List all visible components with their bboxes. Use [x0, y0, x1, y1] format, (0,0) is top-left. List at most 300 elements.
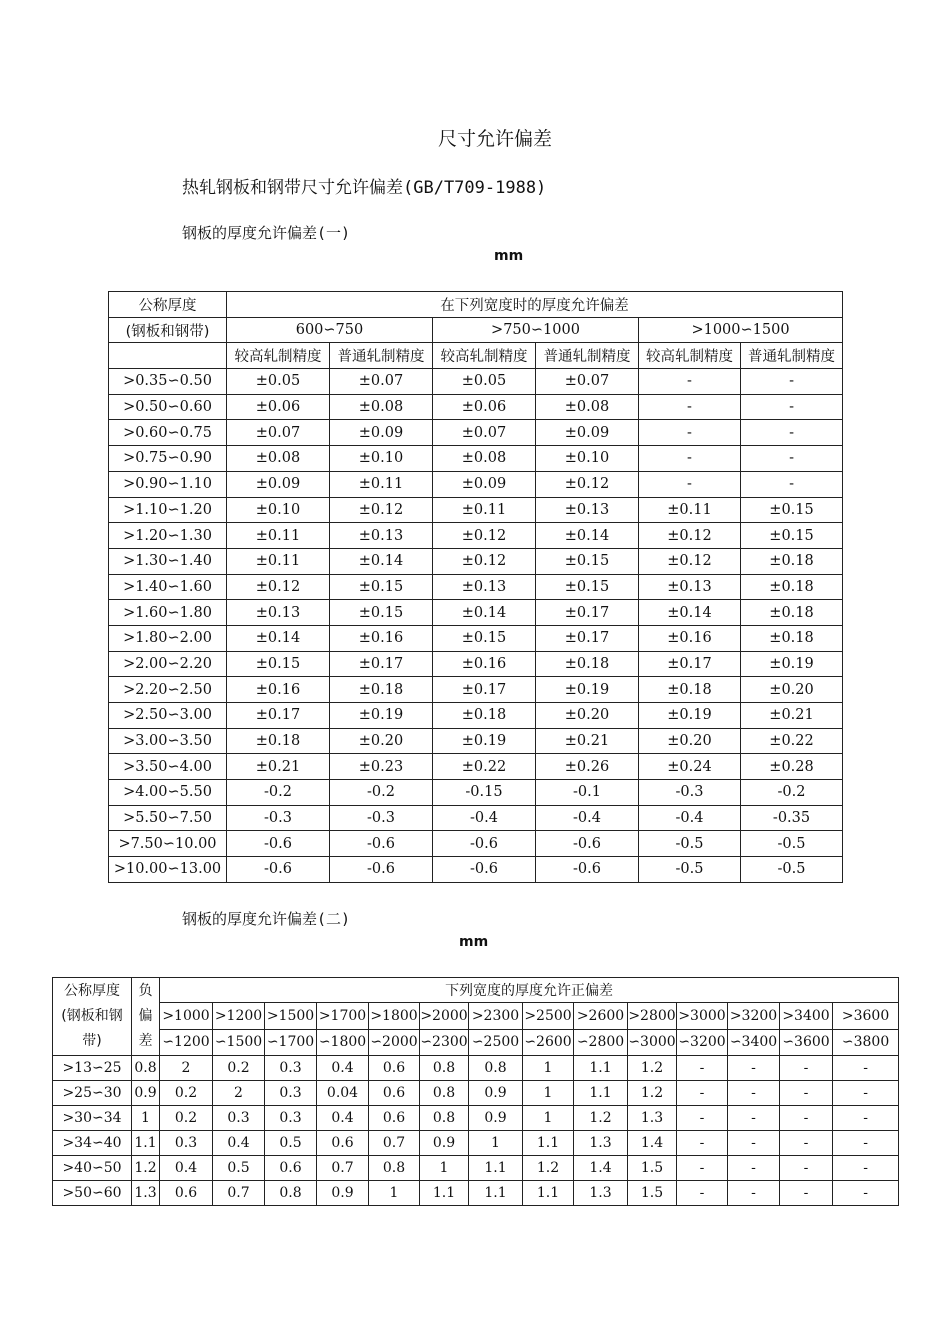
positive-deviation-cell: 1.2 [628, 1056, 677, 1081]
positive-deviation-cell: 2 [160, 1056, 213, 1081]
positive-deviation-cell: 1.3 [574, 1131, 628, 1156]
table-row [109, 677, 843, 703]
header-empty-cell [109, 343, 227, 369]
positive-deviation-cell: 0.2 [213, 1056, 265, 1081]
thickness-range-cell: >13∽25 [53, 1056, 132, 1081]
header-negative-line: 差 [138, 1033, 153, 1049]
tolerance-cell: -0.5 [639, 857, 741, 883]
positive-deviation-cell: - [728, 1131, 780, 1156]
tolerance-cell: - [741, 420, 843, 446]
tolerance-cell: -0.2 [741, 780, 843, 806]
table1-unit: mm [494, 248, 524, 264]
positive-deviation-cell: 1 [523, 1106, 574, 1131]
positive-deviation-cell: 0.6 [369, 1106, 420, 1131]
thickness-tolerance-table-2 [52, 977, 899, 1206]
positive-deviation-cell: 0.6 [369, 1081, 420, 1106]
tolerance-cell: ±0.16 [227, 677, 330, 703]
tolerance-cell: ±0.14 [330, 548, 433, 574]
negative-deviation-cell: 0.9 [132, 1081, 160, 1106]
positive-deviation-cell: 0.7 [213, 1181, 265, 1206]
positive-deviation-cell: 1.4 [574, 1156, 628, 1181]
tolerance-cell: ±0.11 [639, 497, 741, 523]
positive-deviation-cell: 0.9 [317, 1181, 369, 1206]
tolerance-cell: ±0.12 [433, 548, 536, 574]
header-width-to: ∽3600 [780, 1029, 833, 1056]
tolerance-cell: -0.5 [741, 831, 843, 857]
tolerance-cell: ±0.13 [330, 523, 433, 549]
tolerance-cell: ±0.13 [227, 600, 330, 626]
negative-deviation-cell: 1 [132, 1106, 160, 1131]
header-width-to: ∽2800 [574, 1029, 628, 1056]
header-width-to: ∽1500 [213, 1029, 265, 1056]
tolerance-cell: ±0.18 [330, 677, 433, 703]
tolerance-cell: -0.6 [433, 831, 536, 857]
tolerance-cell: - [741, 446, 843, 472]
positive-deviation-cell: 0.6 [369, 1056, 420, 1081]
positive-deviation-cell: - [833, 1181, 899, 1206]
positive-deviation-cell: - [780, 1156, 833, 1181]
thickness-range-cell: >1.80∽2.00 [109, 625, 227, 651]
tolerance-cell: -0.6 [227, 857, 330, 883]
table-row [109, 600, 843, 626]
thickness-range-cell: >1.30∽1.40 [109, 548, 227, 574]
header-width-from: >1800 [369, 1003, 420, 1030]
positive-deviation-cell: 0.7 [317, 1156, 369, 1181]
tolerance-cell: -0.2 [227, 780, 330, 806]
tolerance-cell: ±0.18 [227, 728, 330, 754]
positive-deviation-cell: - [833, 1081, 899, 1106]
tolerance-cell: - [741, 471, 843, 497]
thickness-range-cell: >3.50∽4.00 [109, 754, 227, 780]
tolerance-cell: ±0.24 [639, 754, 741, 780]
table-row [109, 471, 843, 497]
positive-deviation-cell: 0.6 [265, 1156, 317, 1181]
positive-deviation-cell: 0.3 [213, 1106, 265, 1131]
header-thickness-line: 带) [82, 1033, 102, 1049]
tolerance-cell: -0.4 [536, 805, 639, 831]
tolerance-cell: -0.6 [227, 831, 330, 857]
header-negative-deviation [132, 978, 160, 1056]
header-width-to: ∽1200 [160, 1029, 213, 1056]
header-negative-line: 负 [138, 983, 153, 999]
thickness-range-cell: >2.00∽2.20 [109, 651, 227, 677]
table-row [53, 1106, 899, 1131]
tolerance-cell: ±0.15 [536, 548, 639, 574]
positive-deviation-cell: 0.2 [160, 1081, 213, 1106]
tolerance-cell: ±0.19 [433, 728, 536, 754]
positive-deviation-cell: 0.8 [469, 1056, 523, 1081]
tolerance-cell: ±0.10 [227, 497, 330, 523]
tolerance-cell: ±0.12 [227, 574, 330, 600]
negative-deviation-cell: 1.3 [132, 1181, 160, 1206]
positive-deviation-cell: - [728, 1106, 780, 1131]
tolerance-cell: ±0.08 [536, 394, 639, 420]
tolerance-cell: ±0.21 [227, 754, 330, 780]
tolerance-cell: ±0.14 [536, 523, 639, 549]
table-row [109, 625, 843, 651]
header-width-from: >2500 [523, 1003, 574, 1030]
positive-deviation-cell: 0.5 [213, 1156, 265, 1181]
table-row [109, 831, 843, 857]
header-width-to: ∽3400 [728, 1029, 780, 1056]
table-row [109, 497, 843, 523]
thickness-range-cell: >0.60∽0.75 [109, 420, 227, 446]
tolerance-cell: -0.15 [433, 780, 536, 806]
positive-deviation-cell: - [833, 1056, 899, 1081]
tolerance-cell: ±0.08 [433, 446, 536, 472]
tolerance-cell: -0.2 [330, 780, 433, 806]
table2-unit: mm [459, 934, 489, 950]
tolerance-cell: - [639, 471, 741, 497]
positive-deviation-cell: 1.5 [628, 1156, 677, 1181]
tolerance-cell: ±0.17 [330, 651, 433, 677]
tolerance-cell: ±0.11 [330, 471, 433, 497]
negative-deviation-cell: 1.2 [132, 1156, 160, 1181]
tolerance-cell: ±0.10 [330, 446, 433, 472]
thickness-range-cell: >50∽60 [53, 1181, 132, 1206]
header-precision: 较高轧制精度 [639, 343, 741, 369]
positive-deviation-cell: 0.4 [160, 1156, 213, 1181]
header-width-1: 600∽750 [227, 317, 433, 343]
tolerance-cell: ±0.18 [433, 703, 536, 729]
tolerance-cell: ±0.07 [433, 420, 536, 446]
tolerance-cell: -0.3 [227, 805, 330, 831]
tolerance-cell: ±0.21 [741, 703, 843, 729]
tolerance-cell: ±0.26 [536, 754, 639, 780]
tolerance-cell: ±0.18 [741, 574, 843, 600]
tolerance-cell: -0.35 [741, 805, 843, 831]
positive-deviation-cell: 0.9 [469, 1081, 523, 1106]
header-width-from: >3600 [833, 1003, 899, 1030]
tolerance-cell: ±0.19 [639, 703, 741, 729]
tolerance-cell: -0.6 [536, 831, 639, 857]
table2-caption: 钢板的厚度允许偏差(二) [182, 910, 351, 928]
negative-deviation-cell: 0.8 [132, 1056, 160, 1081]
tolerance-cell: ±0.11 [433, 497, 536, 523]
tolerance-cell: ±0.12 [639, 523, 741, 549]
header-width-from: >3000 [677, 1003, 728, 1030]
header-width-from: >3400 [780, 1003, 833, 1030]
header-width-to: ∽3800 [833, 1029, 899, 1056]
positive-deviation-cell: 1 [420, 1156, 469, 1181]
tolerance-cell: ±0.09 [330, 420, 433, 446]
header-precision: 普通轧制精度 [330, 343, 433, 369]
tolerance-cell: ±0.17 [639, 651, 741, 677]
header-width-to: ∽2300 [420, 1029, 469, 1056]
positive-deviation-cell: - [677, 1056, 728, 1081]
thickness-range-cell: >25∽30 [53, 1081, 132, 1106]
tolerance-cell: ±0.18 [741, 625, 843, 651]
table-row [53, 1081, 899, 1106]
thickness-range-cell: >3.00∽3.50 [109, 728, 227, 754]
tolerance-cell: ±0.15 [536, 574, 639, 600]
thickness-range-cell: >30∽34 [53, 1106, 132, 1131]
thickness-range-cell: >0.75∽0.90 [109, 446, 227, 472]
tolerance-cell: ±0.09 [227, 471, 330, 497]
header-width-from: >2000 [420, 1003, 469, 1030]
table-row [109, 651, 843, 677]
tolerance-cell: -0.6 [433, 857, 536, 883]
tolerance-cell: -0.6 [330, 831, 433, 857]
tolerance-cell: ±0.16 [639, 625, 741, 651]
tolerance-cell: -0.6 [536, 857, 639, 883]
positive-deviation-cell: 0.4 [213, 1131, 265, 1156]
negative-deviation-cell: 1.1 [132, 1131, 160, 1156]
thickness-range-cell: >0.35∽0.50 [109, 369, 227, 395]
table-row [53, 1131, 899, 1156]
header-width-from: >3200 [728, 1003, 780, 1030]
table-row [109, 446, 843, 472]
positive-deviation-cell: - [677, 1131, 728, 1156]
positive-deviation-cell: 1.1 [523, 1131, 574, 1156]
tolerance-cell: ±0.15 [227, 651, 330, 677]
tolerance-cell: ±0.28 [741, 754, 843, 780]
positive-deviation-cell: - [833, 1156, 899, 1181]
tolerance-cell: ±0.11 [227, 523, 330, 549]
tolerance-cell: - [741, 369, 843, 395]
table-row [109, 369, 843, 395]
tolerance-cell: ±0.16 [330, 625, 433, 651]
tolerance-cell: ±0.20 [536, 703, 639, 729]
thickness-range-cell: >34∽40 [53, 1131, 132, 1156]
positive-deviation-cell: - [728, 1081, 780, 1106]
tolerance-cell: ±0.13 [433, 574, 536, 600]
table-row [109, 780, 843, 806]
tolerance-cell: ±0.05 [433, 369, 536, 395]
positive-deviation-cell: 0.6 [317, 1131, 369, 1156]
tolerance-cell: ±0.23 [330, 754, 433, 780]
positive-deviation-cell: - [728, 1156, 780, 1181]
tolerance-cell: ±0.21 [536, 728, 639, 754]
positive-deviation-cell: 1.5 [628, 1181, 677, 1206]
positive-deviation-cell: 0.9 [420, 1131, 469, 1156]
thickness-range-cell: >7.50∽10.00 [109, 831, 227, 857]
header-width-to: ∽2600 [523, 1029, 574, 1056]
header-width-to: ∽3000 [628, 1029, 677, 1056]
positive-deviation-cell: - [677, 1156, 728, 1181]
page-title: 尺寸允许偏差 [437, 128, 552, 150]
positive-deviation-cell: 1.1 [574, 1056, 628, 1081]
thickness-range-cell: >1.10∽1.20 [109, 497, 227, 523]
tolerance-cell: ±0.10 [536, 446, 639, 472]
header-width-from: >1700 [317, 1003, 369, 1030]
positive-deviation-cell: 1 [523, 1081, 574, 1106]
header-width-from: >2300 [469, 1003, 523, 1030]
positive-deviation-cell: 1.2 [523, 1156, 574, 1181]
positive-deviation-cell: 1 [369, 1181, 420, 1206]
header-thickness-line: 公称厚度 [64, 983, 120, 999]
positive-deviation-cell: 1.2 [574, 1106, 628, 1131]
tolerance-cell: -0.4 [433, 805, 536, 831]
table1-caption: 钢板的厚度允许偏差(一) [182, 224, 351, 242]
positive-deviation-cell: 0.8 [265, 1181, 317, 1206]
positive-deviation-cell: 1 [523, 1056, 574, 1081]
tolerance-cell: ±0.07 [227, 420, 330, 446]
tolerance-cell: ±0.14 [227, 625, 330, 651]
thickness-range-cell: >1.60∽1.80 [109, 600, 227, 626]
positive-deviation-cell: - [780, 1131, 833, 1156]
tolerance-cell: ±0.06 [433, 394, 536, 420]
table-row [109, 394, 843, 420]
table-row [109, 703, 843, 729]
tolerance-cell: ±0.20 [639, 728, 741, 754]
tolerance-cell: ±0.07 [330, 369, 433, 395]
tolerance-cell: ±0.18 [741, 548, 843, 574]
positive-deviation-cell: - [780, 1056, 833, 1081]
header-width-to: ∽1800 [317, 1029, 369, 1056]
tolerance-cell: - [741, 394, 843, 420]
table-row [109, 728, 843, 754]
tolerance-cell: ±0.09 [536, 420, 639, 446]
header-precision: 普通轧制精度 [741, 343, 843, 369]
tolerance-cell: -0.4 [639, 805, 741, 831]
header-precision: 普通轧制精度 [536, 343, 639, 369]
thickness-range-cell: >10.00∽13.00 [109, 857, 227, 883]
positive-deviation-cell: 0.5 [265, 1131, 317, 1156]
positive-deviation-cell: 0.4 [317, 1106, 369, 1131]
positive-deviation-cell: - [677, 1106, 728, 1131]
positive-deviation-cell: 1.3 [574, 1181, 628, 1206]
header-width-group: 下列宽度的厚度允许正偏差 [160, 978, 899, 1003]
header-width-to: ∽2500 [469, 1029, 523, 1056]
tolerance-cell: ±0.15 [330, 574, 433, 600]
positive-deviation-cell: - [677, 1181, 728, 1206]
table-row [109, 805, 843, 831]
table-row [109, 574, 843, 600]
positive-deviation-cell: 0.2 [160, 1106, 213, 1131]
tolerance-cell: ±0.12 [639, 548, 741, 574]
positive-deviation-cell: 2 [213, 1081, 265, 1106]
header-negative-line: 偏 [138, 1008, 153, 1024]
tolerance-cell: ±0.15 [433, 625, 536, 651]
tolerance-cell: - [639, 369, 741, 395]
tolerance-cell: ±0.09 [433, 471, 536, 497]
positive-deviation-cell: 0.9 [469, 1106, 523, 1131]
table-row [109, 548, 843, 574]
positive-deviation-cell: 0.04 [317, 1081, 369, 1106]
positive-deviation-cell: 0.3 [160, 1131, 213, 1156]
thickness-range-cell: >0.50∽0.60 [109, 394, 227, 420]
tolerance-cell: ±0.22 [741, 728, 843, 754]
header-width-from: >2800 [628, 1003, 677, 1030]
thickness-range-cell: >5.50∽7.50 [109, 805, 227, 831]
section-subtitle: 热轧钢板和钢带尺寸允许偏差(GB/T709-1988) [182, 178, 547, 198]
positive-deviation-cell: 1.1 [469, 1181, 523, 1206]
tolerance-cell: -0.5 [639, 831, 741, 857]
tolerance-cell: ±0.11 [227, 548, 330, 574]
positive-deviation-cell: 1.1 [469, 1156, 523, 1181]
positive-deviation-cell: 0.8 [420, 1081, 469, 1106]
positive-deviation-cell: 0.7 [369, 1131, 420, 1156]
positive-deviation-cell: 0.3 [265, 1056, 317, 1081]
positive-deviation-cell: - [833, 1131, 899, 1156]
tolerance-cell: ±0.16 [433, 651, 536, 677]
positive-deviation-cell: 1.4 [628, 1131, 677, 1156]
tolerance-cell: -0.3 [639, 780, 741, 806]
positive-deviation-cell: - [780, 1106, 833, 1131]
thickness-tolerance-table-1 [108, 291, 843, 883]
tolerance-cell: ±0.18 [741, 600, 843, 626]
header-precision: 较高轧制精度 [227, 343, 330, 369]
positive-deviation-cell: 0.3 [265, 1106, 317, 1131]
header-width-from: >1000 [160, 1003, 213, 1030]
positive-deviation-cell: 0.8 [420, 1056, 469, 1081]
positive-deviation-cell: - [677, 1081, 728, 1106]
thickness-range-cell: >1.40∽1.60 [109, 574, 227, 600]
table-row [53, 1181, 899, 1206]
tolerance-cell: ±0.15 [330, 600, 433, 626]
tolerance-cell: ±0.14 [639, 600, 741, 626]
positive-deviation-cell: 1.1 [523, 1181, 574, 1206]
header-width-from: >1200 [213, 1003, 265, 1030]
header-thickness-line: (钢板和钢 [61, 1008, 123, 1024]
positive-deviation-cell: 0.8 [369, 1156, 420, 1181]
tolerance-cell: ±0.17 [536, 625, 639, 651]
tolerance-cell: ±0.12 [433, 523, 536, 549]
tolerance-cell: -0.5 [741, 857, 843, 883]
table-row [53, 1056, 899, 1081]
tolerance-cell: -0.1 [536, 780, 639, 806]
tolerance-cell: ±0.19 [741, 651, 843, 677]
positive-deviation-cell: 0.6 [160, 1181, 213, 1206]
tolerance-cell: ±0.12 [330, 497, 433, 523]
header-width-to: ∽1700 [265, 1029, 317, 1056]
tolerance-cell: ±0.07 [536, 369, 639, 395]
tolerance-cell: ±0.14 [433, 600, 536, 626]
positive-deviation-cell: - [728, 1056, 780, 1081]
positive-deviation-cell: 1.3 [628, 1106, 677, 1131]
tolerance-cell: -0.3 [330, 805, 433, 831]
header-width-3: >1000∽1500 [639, 317, 843, 343]
tolerance-cell: ±0.15 [741, 523, 843, 549]
tolerance-cell: ±0.12 [536, 471, 639, 497]
positive-deviation-cell: 1.1 [574, 1081, 628, 1106]
thickness-range-cell: >2.50∽3.00 [109, 703, 227, 729]
positive-deviation-cell: 0.8 [420, 1106, 469, 1131]
table-row [109, 523, 843, 549]
tolerance-cell: ±0.19 [330, 703, 433, 729]
header-width-2: >750∽1000 [433, 317, 639, 343]
header-thickness-sub: (钢板和钢带) [109, 317, 227, 343]
tolerance-cell: ±0.17 [536, 600, 639, 626]
tolerance-cell: ±0.17 [227, 703, 330, 729]
header-thickness [53, 978, 132, 1056]
positive-deviation-cell: 0.4 [317, 1056, 369, 1081]
positive-deviation-cell: - [780, 1181, 833, 1206]
positive-deviation-cell: 1.2 [628, 1081, 677, 1106]
header-width-to: ∽2000 [369, 1029, 420, 1056]
tolerance-cell: ±0.05 [227, 369, 330, 395]
positive-deviation-cell: - [833, 1106, 899, 1131]
tolerance-cell: ±0.20 [330, 728, 433, 754]
table-row [109, 754, 843, 780]
tolerance-cell: ±0.18 [639, 677, 741, 703]
tolerance-cell: - [639, 420, 741, 446]
tolerance-cell: ±0.20 [741, 677, 843, 703]
tolerance-cell: ±0.19 [536, 677, 639, 703]
header-width-group: 在下列宽度时的厚度允许偏差 [227, 292, 843, 318]
header-width-from: >1500 [265, 1003, 317, 1030]
tolerance-cell: - [639, 394, 741, 420]
header-precision: 较高轧制精度 [433, 343, 536, 369]
tolerance-cell: ±0.13 [639, 574, 741, 600]
header-width-from: >2600 [574, 1003, 628, 1030]
tolerance-cell: ±0.17 [433, 677, 536, 703]
thickness-range-cell: >4.00∽5.50 [109, 780, 227, 806]
tolerance-cell: ±0.18 [536, 651, 639, 677]
thickness-range-cell: >40∽50 [53, 1156, 132, 1181]
thickness-range-cell: >2.20∽2.50 [109, 677, 227, 703]
